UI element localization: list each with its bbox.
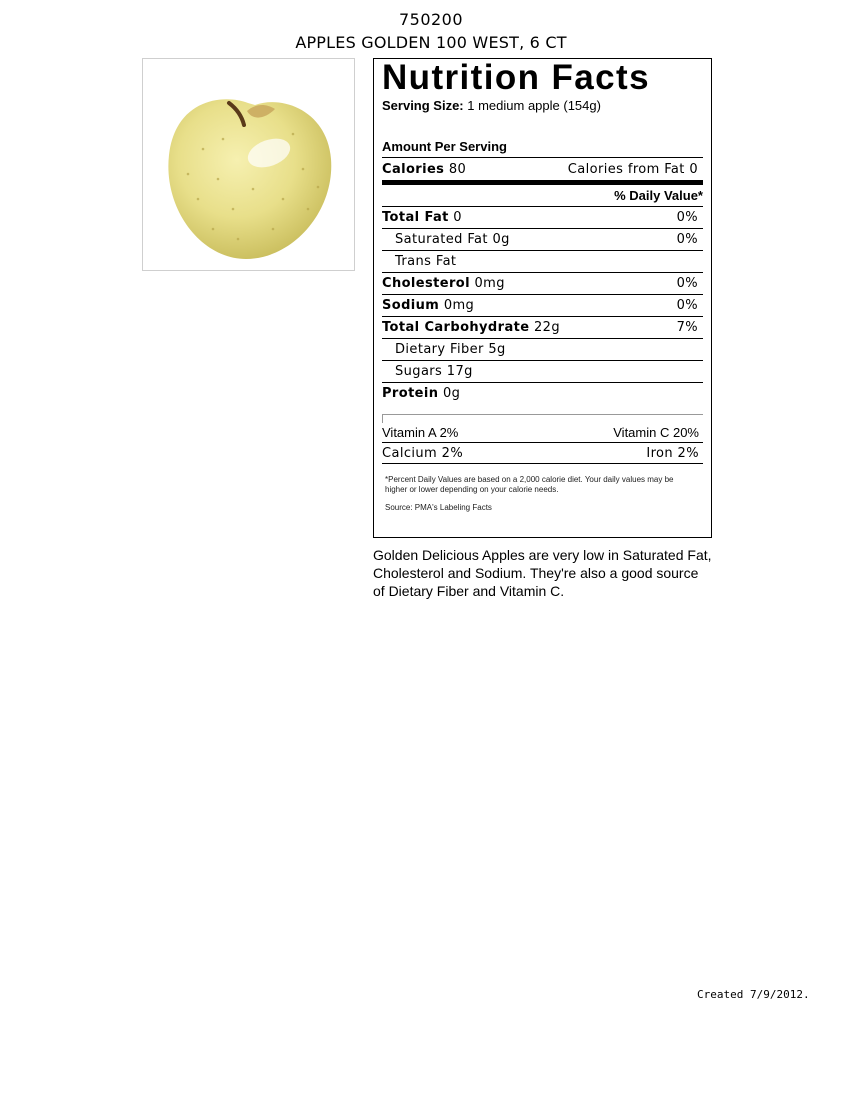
- nutrient-amount: 5g: [488, 342, 506, 357]
- created-date: Created 7/9/2012.: [697, 988, 810, 1001]
- nutrient-amount: 0g: [492, 232, 510, 247]
- divider: [382, 414, 703, 423]
- nutrient-dv: 0%: [676, 210, 698, 225]
- daily-value-footnote: *Percent Daily Values are based on a 2,000 calorie diet. Your daily values may be higher or lower depending on your calorie needs.: [385, 475, 674, 494]
- nutrient-label: Trans Fat: [395, 254, 457, 269]
- product-photo: [142, 58, 355, 271]
- amount-per-serving: Amount Per Serving: [382, 137, 703, 158]
- nutrient-amount: 0: [453, 210, 462, 225]
- nutrient-label: Saturated Fat: [395, 232, 488, 247]
- vitamin-row: [382, 423, 703, 443]
- product-title: APPLES GOLDEN 100 WEST, 6 CT: [295, 33, 567, 52]
- nutrient-dv: 7%: [676, 320, 698, 335]
- mineral-right: Iron 2%: [646, 446, 699, 461]
- calories-row: [382, 158, 703, 185]
- nutrient-label: Cholesterol: [382, 276, 470, 291]
- nutrient-row-cholesterol: [382, 273, 703, 295]
- mineral-left: Calcium 2%: [382, 446, 464, 461]
- nutrient-label: Protein: [382, 386, 439, 401]
- nutrient-label: Sugars: [395, 364, 443, 379]
- nutrient-label: Total Carbohydrate: [382, 320, 530, 335]
- nutrient-dv: 0%: [676, 276, 698, 291]
- nutrient-row-total-fat: [382, 207, 703, 229]
- nutrient-row-protein: [382, 383, 703, 404]
- nutrient-label: Dietary Fiber: [395, 342, 484, 357]
- nutrient-row-trans-fat: [382, 251, 703, 273]
- calories-value: 80: [448, 161, 467, 177]
- nutrient-row-sodium: [382, 295, 703, 317]
- mineral-row: [382, 444, 703, 464]
- vitamin-right: Vitamin C 20%: [613, 425, 699, 440]
- serving-size: [382, 97, 703, 117]
- nutrition-facts-label: [373, 58, 712, 538]
- nutrient-amount: 0mg: [443, 298, 475, 313]
- nutrition-facts-title: Nutrition Facts: [382, 58, 650, 97]
- serving-size-label: Serving Size:: [382, 98, 464, 113]
- nutrient-row-dietary-fiber: [382, 339, 703, 361]
- serving-size-value: 1 medium apple (154g): [467, 98, 601, 113]
- nutrient-dv: 0%: [676, 298, 698, 313]
- product-description: Golden Delicious Apples are very low in Saturated Fat, Cholesterol and Sodium. They're also a good source of Dietary Fiber and Vitamin C.: [373, 547, 712, 599]
- vitamin-left: Vitamin A 2%: [382, 425, 459, 440]
- nutrient-dv: 0%: [676, 232, 698, 247]
- label-source: Source: PMA's Labeling Facts: [385, 503, 492, 512]
- calories-from-fat: Calories from Fat 0: [567, 161, 698, 177]
- nutrient-amount: 0g: [442, 386, 461, 401]
- calories-label: Calories: [382, 161, 445, 177]
- nutrient-row-sugars: [382, 361, 703, 383]
- nutrient-amount: 17g: [446, 364, 473, 379]
- product-code: 750200: [398, 10, 464, 29]
- daily-value-header: % Daily Value*: [382, 185, 703, 207]
- nutrient-row-total-carbohydrate: [382, 317, 703, 339]
- nutrient-row-saturated-fat: [382, 229, 703, 251]
- nutrient-amount: 22g: [534, 320, 560, 335]
- nutrient-amount: 0mg: [474, 276, 505, 291]
- nutrient-label: Total Fat: [382, 210, 449, 225]
- nutrient-label: Sodium: [382, 298, 440, 313]
- golden-apple-image: [143, 59, 354, 270]
